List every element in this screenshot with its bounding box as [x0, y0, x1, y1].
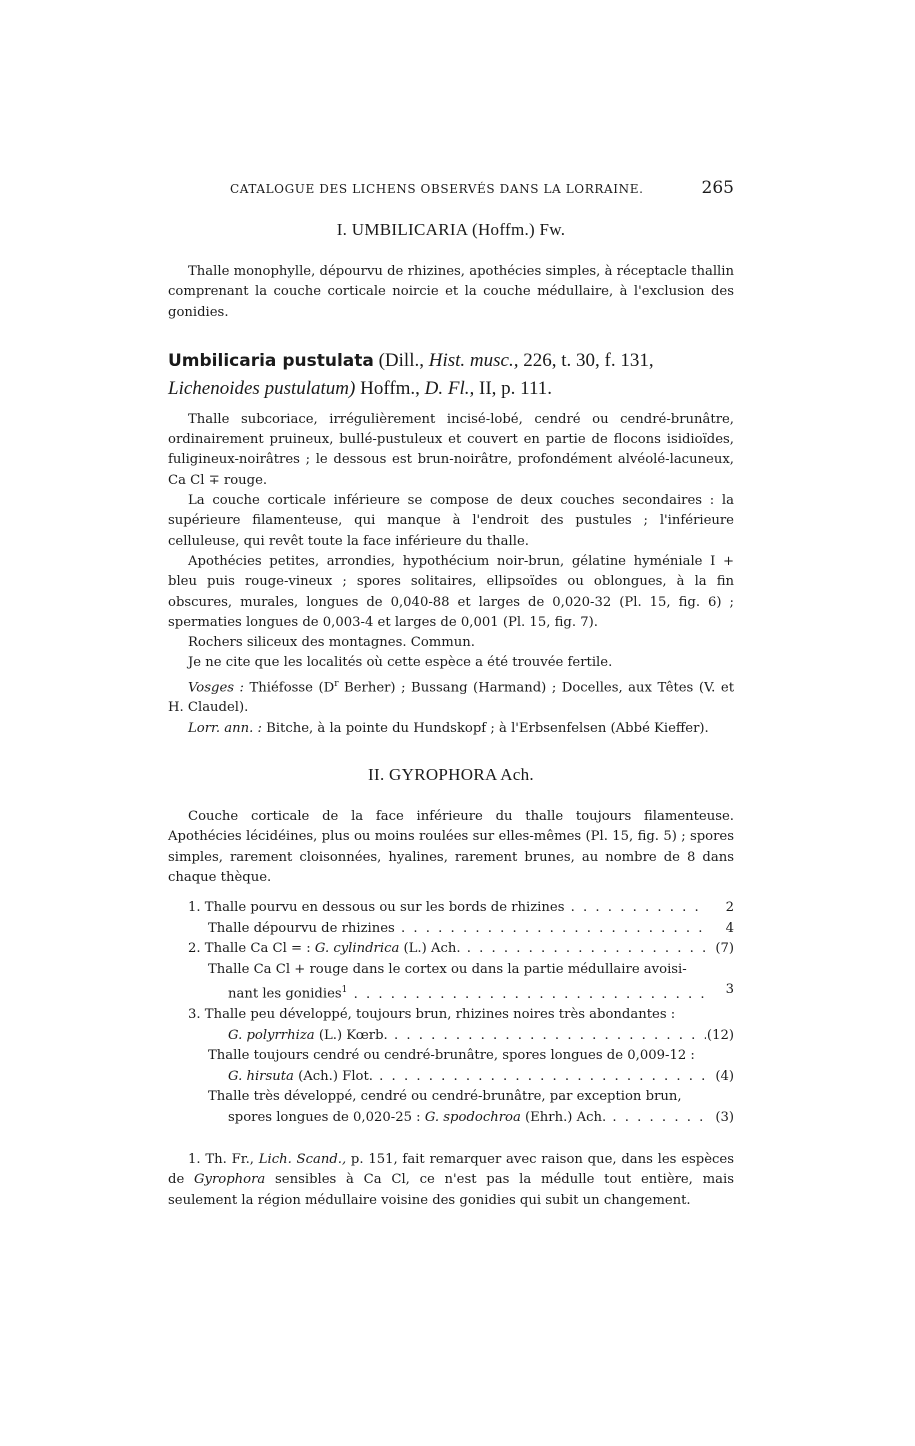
locality-lorraine: Lorr. ann. : Bitche, à la pointe du Hundskopf ; à l'Erbsenfelsen (Abbé Kieffer). — [188, 720, 709, 736]
key-row: Thalle dépourvu de rhizines . . . 4 — [168, 919, 734, 940]
key-row: Thalle toujours cendré ou cendré-brunâtre, spores longues de 0,009-12 : — [208, 1048, 695, 1064]
section-title-gyrophora: II. GYROPHORA Ach. — [368, 765, 534, 785]
key-row: Thalle très développé, cendré ou cendré-brunâtre, par exception brun, — [208, 1089, 682, 1105]
running-title: CATALOGUE DES LICHENS OBSERVÉS DANS LA LORRAINE. — [230, 182, 644, 196]
key-row: Thalle Ca Cl + rouge dans le cortex ou dans la partie médullaire avoisi- — [208, 961, 687, 977]
section-title-umbilicaria: I. UMBILICARIA (Hoffm.) Fw. — [336, 220, 566, 239]
genus-description-gyrophora: Couche corticale de la face inférieure du thalle toujours filamenteuse. Apothécies lécidéines, plus ou moins roulées sur elles-mêmes (Pl. 15, fig. 5) ; spores simples, rarement cloisonnées, hyalines, rarement brunes, au nombre de 8 dans chaque thèque. — [168, 809, 734, 885]
locality-vosges: Vosges : Thiéfosse ($D^r$ Berher) ; Bussang (Harmand) ; Docelles, aux Têtes (V. et H. Claudel). — [168, 678, 734, 716]
identification-key — [168, 898, 734, 1128]
running-header — [230, 178, 734, 198]
key-row: 3. Thalle peu développé, toujours brun, rhizines noires très abondantes : — [188, 1007, 676, 1023]
key-row: G. polyrrhiza (L.) Kœrb. . . . (12) — [168, 1026, 734, 1047]
key-row: G. hirsuta (Ach.) Flot. . . . (4) — [168, 1067, 734, 1088]
description-paragraph: Apothécies petites, arrondies, hypothécium noir-brun, gélatine hyméniale I + bleu puis rouge-vineux ; spores solitaires, ellipsoïdes ou oblongues, à la fin obscures, murales, longues de 0,040-88 et larges de 0,020-32 (Pl. 15, fig. 6) ; spermaties longues de 0,003-4 et larges de 0,001 (Pl. 15, fig. 7). — [168, 553, 734, 630]
page — [168, 178, 734, 1211]
page-number: 265 — [701, 178, 734, 198]
species-heading: Umbilicaria pustulata (Dill., Hist. musc., 226, t. 30, f. 131, Lichenoides pustulatum) Hoffm., D. Fl., II, p. 111. — [168, 349, 654, 399]
description-paragraph: Thalle subcoriace, irrégulièrement incisé-lobé, cendré ou cendré-brunâtre, ordinairement pruineux, bullé-pustuleux et couvert en partie de flocons isidioïdes, fuligineux-noirâtres ; le dessous est brun-noirâtre, profondément alvéolé-lacuneux, Ca Cl ∓ rouge. — [168, 411, 734, 488]
genus-description-umbilicaria: Thalle monophylle, dépourvu de rhizines, apothécies simples, à réceptacle thallin comprenant la couche corticale noircie et la couche médullaire, à l'exclusion des gonidies. — [168, 264, 734, 320]
footnote: 1. Th. Fr., Lich. Scand., p. 151, fait remarquer avec raison que, dans les espèces de Gyrophora sensibles à Ca Cl, ce n'est pas la médulle tout entière, mais seulement la région médullaire voisine des gonidies qui subit un changement. — [168, 1152, 734, 1208]
species-name: Umbilicaria pustulata — [168, 350, 374, 371]
description-paragraph: La couche corticale inférieure se compose de deux couches secondaires : la supérieure filamenteuse, qui manque à l'endroit des pustules ; l'inférieure celluleuse, qui revêt toute la face inférieure du thalle. — [168, 493, 734, 549]
key-row: nant les gonidies$^1$ . . . 3 — [168, 980, 734, 1005]
key-row: 1. Thalle pourvu en dessous ou sur les bords de rhizines . . . 2 — [168, 898, 734, 919]
habitat-paragraph: Rochers siliceux des montagnes. Commun. — [188, 635, 475, 651]
key-row: 2. Thalle Ca Cl = : G. cylindrica (L.) Ach. . . . (7) — [168, 939, 734, 960]
key-row: spores longues de 0,020-25 : G. spodochroa (Ehrh.) Ach. . . . (3) — [168, 1108, 734, 1129]
note-paragraph: Je ne cite que les localités où cette espèce a été trouvée fertile. — [188, 655, 613, 671]
